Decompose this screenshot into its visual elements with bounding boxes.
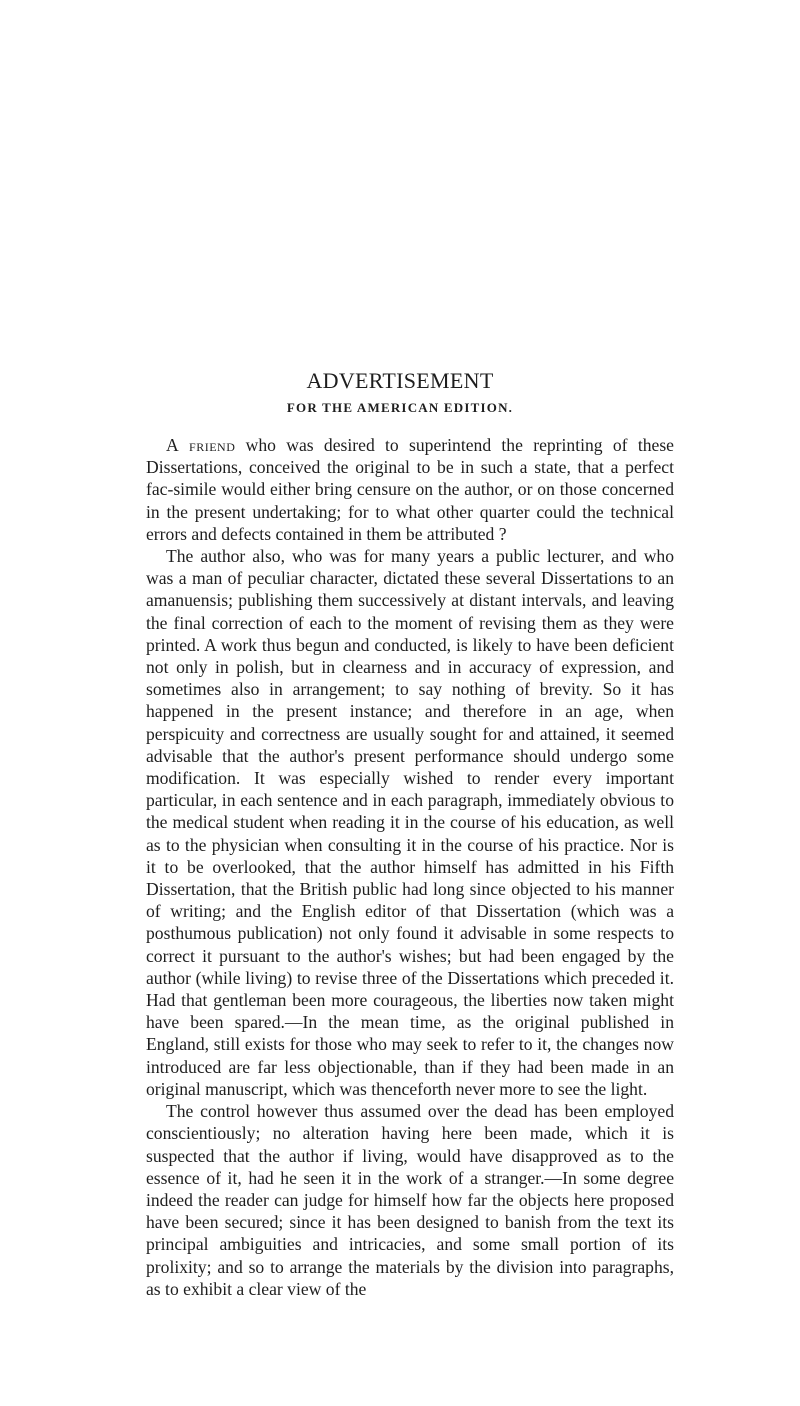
body-text: [146, 434, 674, 1300]
paragraph-lead: A friend: [166, 435, 236, 455]
paragraph-1: [146, 434, 674, 545]
paragraph-2: [146, 545, 674, 1100]
paragraph-text: The author also, who was for many years a public lecturer, and who was a man of peculiar character, dictated these several Dissertations to an amanuensis; publishing them successively at distant intervals, and leaving the final correction of each to the moment of revising them as they were printed. A work thus begun and conducted, is likely to have been deficient not only in polish, but in clearness and in accuracy of expression, and sometimes also in arrangement; to say nothing of brevity. So it has happened in the present instance; and therefore in an age, when perspicuity and correctness are usually sought for and attained, it seemed advisable that the author's present performance should undergo some modification. It was especially wished to render every important particular, in each sentence and in each paragraph, immediately obvious to the medical student when reading it in the course of his education, as well as to the physician when consulting it in the course of his practice. Nor is it to be overlooked, that the author himself has admitted in his Fifth Dissertation, that the British public had long since objected to his manner of writing; and the English editor of that Dissertation (which was a posthumous publication) not only found it advisable in some respects to correct it pursuant to the author's wishes; but had been engaged by the author (while living) to revise three of the Dissertations which preceded it. Had that gentleman been more courageous, the liberties now taken might have been spared.—In the mean time, as the original published in England, still exists for those who may seek to refer to it, the changes now introduced are far less objectionable, than if they had been made in an original manuscript, which was thenceforth never more to see the light.: [146, 546, 674, 1099]
page-title: ADVERTISEMENT: [306, 368, 494, 393]
page-subtitle: FOR THE AMERICAN EDITION.: [286, 400, 514, 415]
paragraph-3: [146, 1100, 674, 1300]
paragraph-text: The control however thus assumed over the dead has been employed conscientiously; no alteration having here been made, which it is suspected that the author if living, would have disapproved as to the essence of it, had he seen it in the work of a stranger.—In some degree indeed the reader can judge for himself how far the objects here proposed have been secured; since it has been designed to banish from the text its principal ambiguities and intricacies, and some small portion of its prolixity; and so to arrange the materials by the division into paragraphs, as to exhibit a clear view of the: [146, 1101, 674, 1299]
paragraph-text: who was desired to superintend the reprinting of these Dissertations, conceived the original to be in such a state, that a perfect fac-simile would either bring censure on the author, or on those concerned in the present undertaking; for to what other quarter could the technical errors and defects contained in them be attributed ?: [146, 435, 674, 544]
